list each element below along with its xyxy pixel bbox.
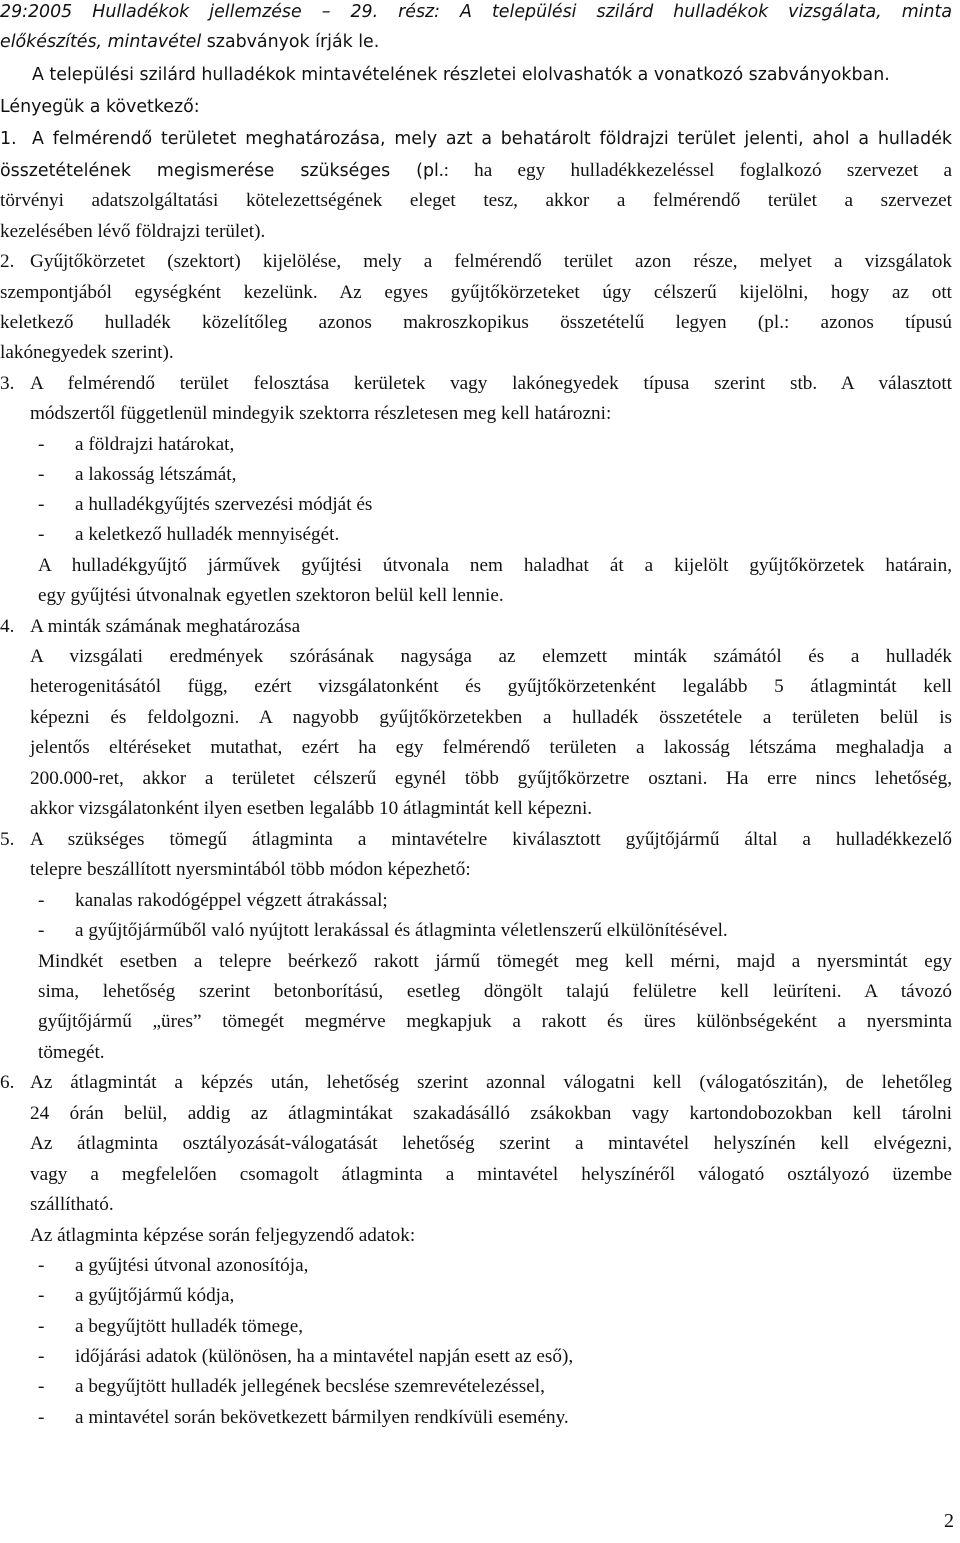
section-3-number: 3. <box>0 373 15 394</box>
section-4-line: heterogenitásától függ, ezért vizsgálatonként és gyűjtőkörzetenként legalább 5 átlagmintát kell <box>30 676 952 697</box>
list-item-text: a gyűjtőjármű kódja, <box>75 1285 235 1306</box>
section-4-title: A minták számának meghatározása <box>30 616 301 637</box>
list-item-text: a hulladékgyűjtés szervezési módját és <box>75 494 373 515</box>
list-item-text: a keletkező hulladék mennyiségét. <box>75 524 340 545</box>
list-item-text: a gyűjtési útvonal azonosítója, <box>75 1255 309 1276</box>
section-6-line: 24 órán belül, addig az átlagmintákat szakadásálló zsákokban vagy kartondobozokban kell tárolni <box>30 1103 952 1124</box>
intro-paragraph: A települési szilárd hulladékok mintavételének részletei elolvashatók a vonatkozó szabványokban. <box>32 65 890 85</box>
list-item-text: a begyűjtött hulladék jellegének becslése szemrevételezéssel, <box>75 1376 545 1397</box>
section-5-paragraph: Mindkét esetben a telepre beérkező rakott jármű tömegét meg kell mérni, majd a nyersmintát egy <box>38 951 952 972</box>
section-4-line: képezni és feldolgozni. A nagyobb gyűjtőkörzetekben a hulladék összetétele a területen belül is <box>30 707 952 728</box>
list-item: - <box>38 464 45 485</box>
list-item: - <box>38 1255 45 1276</box>
section-1-number: 1. <box>0 129 17 149</box>
section-1-line: törvényi adatszolgáltatási kötelezettségének eleget tesz, akkor a felmérendő terület a szervezet <box>0 190 952 211</box>
section-5-paragraph: tömegét. <box>38 1042 105 1063</box>
list-item-text: a földrajzi határokat, <box>75 434 235 455</box>
section-2-line: szempontjából egységként kezelünk. Az egyes gyűjtőkörzeteket úgy célszerű kijelölni, hogy az ott <box>0 282 952 303</box>
section-6-line: Az átlagminta osztályozását-válogatását lehetőség szerint a mintavétel helyszínén kell elvégezni, <box>30 1133 952 1154</box>
section-5-line: A szükséges tömegű átlagminta a mintavételre kiválasztott gyűjtőjármű által a hulladékkezelő <box>30 829 952 850</box>
standard-reference-line-2: előkészítés, mintavétel szabványok írják le. <box>0 32 380 52</box>
list-item-text: kanalas rakodógéppel végzett átrakással; <box>75 890 388 911</box>
section-5-number: 5. <box>0 829 15 850</box>
section-4-line: A vizsgálati eredmények szórásának nagysága az elemzett minták számától és a hulladék <box>30 646 952 667</box>
list-item-text: a gyűjtőjárműből való nyújtott lerakással és átlagminta véletlenszerű elkülönítésével. <box>75 920 728 941</box>
section-2-number: 2. <box>0 251 15 272</box>
section-3-paragraph: egy gyűjtési útvonalnak egyetlen szektoron belül kell lennie. <box>38 585 504 606</box>
section-6-line: Az átlagminta képzése során feljegyzendő adatok: <box>30 1225 416 1246</box>
list-item: - <box>38 1285 45 1306</box>
section-3-paragraph: A hulladékgyűjtő járművek gyűjtési útvonala nem haladhat át a kijelölt gyűjtőkörzetek határain, <box>38 555 952 576</box>
section-4-line: 200.000-ret, akkor a területet célszerű egynél több gyűjtőkörzetre osztani. Ha erre nincs lehetőség, <box>30 768 952 789</box>
list-item: - <box>38 1316 45 1337</box>
list-item: - <box>38 920 45 941</box>
section-6-line: vagy a megfelelően csomagolt átlagminta a mintavétel helyszínéről válogató osztályozó üzembe <box>30 1164 952 1185</box>
list-item: - <box>38 524 45 545</box>
section-5-line: telepre beszállított nyersmintából több módon képezhető: <box>30 859 471 880</box>
list-item: - <box>38 1376 45 1397</box>
page-number: 2 <box>944 1510 954 1532</box>
list-item-text: a lakosság létszámát, <box>75 464 237 485</box>
section-5-paragraph: gyűjtőjármű „üres” tömegét megmérve megkapjuk a rakott és üres különbségeként a nyersminta <box>38 1011 952 1032</box>
list-item-text: időjárási adatok (különösen, ha a mintavétel napján esett az eső), <box>75 1346 574 1367</box>
section-4-line: jelentős eltéréseket mutathat, ezért ha egy felmérendő területen a lakosság létszáma meghaladja a <box>30 737 952 758</box>
section-4-number: 4. <box>0 616 15 637</box>
list-item-text: a begyűjtött hulladék tömege, <box>75 1316 304 1337</box>
section-2-line: keletkező hulladék közelítőleg azonos makroszkopikus összetételű legyen (pl.: azonos típusú <box>0 312 952 333</box>
section-6-line: szállítható. <box>30 1194 114 1215</box>
section-4-line: akkor vizsgálatonként ilyen esetben legalább 10 átlagmintát kell képezni. <box>30 798 593 819</box>
list-item: - <box>38 434 45 455</box>
intro-summary: Lényegük a következő: <box>0 97 200 117</box>
section-5-paragraph: sima, lehetőség szerint betonborítású, esetleg döngölt talajú felületre kell leüríteni. A távozó <box>38 981 952 1002</box>
section-2-line: lakónegyedek szerint). <box>0 342 174 363</box>
list-item: - <box>38 1346 45 1367</box>
section-1-line: kezelésében lévő földrajzi terület). <box>0 221 266 242</box>
section-3-line: A felmérendő terület felosztása kerületek vagy lakónegyedek típusa szerint stb. A választott <box>30 373 952 394</box>
section-2-line: Gyűjtőkörzetet (szektort) kijelölése, mely a felmérendő terület azon része, melyet a vizsgálatok <box>30 251 952 272</box>
list-item: - <box>38 494 45 515</box>
section-1-line: A felmérendő területet meghatározása, mely azt a behatárolt földrajzi terület jelenti, ahol a hulladék <box>32 129 952 149</box>
section-6-line: Az átlagmintát a képzés után, lehetőség szerint azonnal válogatni kell (válogatószitán), de lehetőleg <box>30 1072 952 1093</box>
standard-reference-line: 29:2005 Hulladékok jellemzése – 29. rész: A települési szilárd hulladékok vizsgálata, minta <box>0 2 952 22</box>
list-item: - <box>38 890 45 911</box>
section-1-line: összetételének megismerése szükséges (pl.: ha egy hulladékkezeléssel foglalkozó szervezet a <box>0 160 952 181</box>
list-item-text: a mintavétel során bekövetkezett bármilyen rendkívüli esemény. <box>75 1407 569 1428</box>
list-item: - <box>38 1407 45 1428</box>
section-6-number: 6. <box>0 1072 15 1093</box>
section-3-line: módszertől függetlenül mindegyik szektorra részletesen meg kell határozni: <box>30 403 612 424</box>
